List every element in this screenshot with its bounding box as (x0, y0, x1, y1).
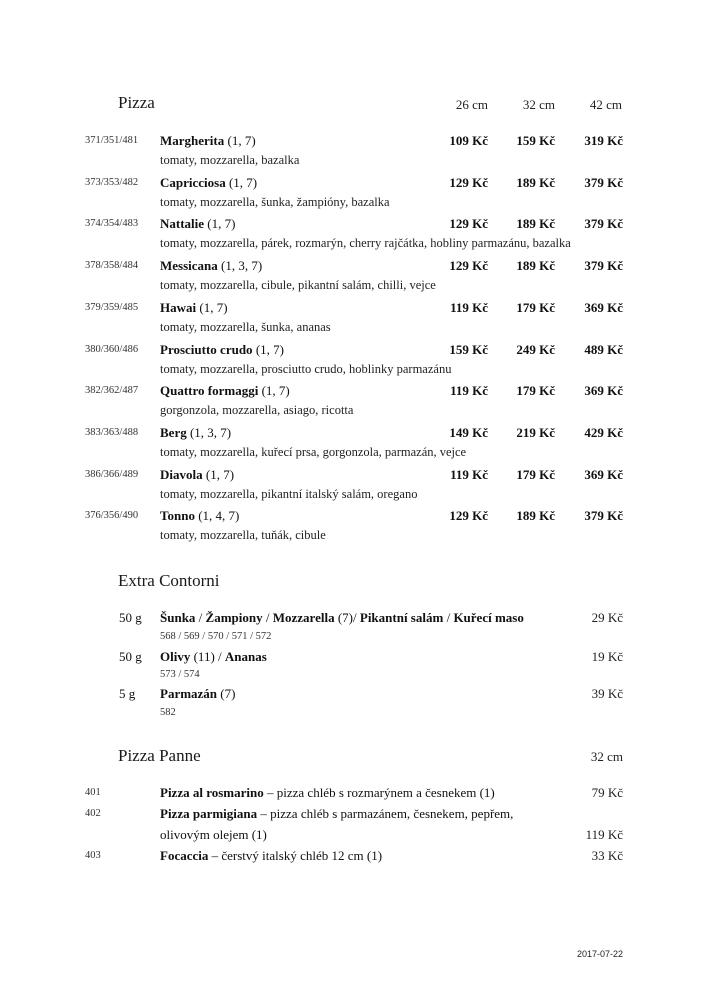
extra-price: 19 Kč (591, 649, 623, 664)
extra-weight: 50 g (119, 610, 142, 625)
pizza-item-name (160, 258, 262, 274)
extra-price: 39 Kč (591, 686, 623, 701)
pizza-name: Nattalie (160, 216, 205, 231)
pizza-ingredients: tomaty, mozzarella, pikantní italský salám, oregano (160, 487, 418, 501)
item-code: 383/363/488 (85, 427, 139, 438)
allergens: (1, 7) (207, 216, 236, 231)
pizza-item-name (160, 508, 239, 524)
pizza-ingredients: tomaty, mozzarella, šunka, ananas (160, 320, 331, 334)
pizza-item-name (160, 175, 257, 191)
pizza-item-name (160, 342, 284, 358)
price-42: 379 Kč (584, 508, 623, 523)
size-header-42: 42 cm (589, 97, 622, 112)
pizza-ingredients: tomaty, mozzarella, bazalka (160, 153, 300, 167)
price-32: 179 Kč (516, 383, 555, 398)
item-code: 402 (85, 808, 101, 819)
price-26: 129 Kč (449, 175, 488, 190)
pizza-ingredients: gorgonzola, mozzarella, asiago, ricotta (160, 403, 354, 417)
allergens: (1, 7) (227, 133, 256, 148)
price-32: 189 Kč (516, 216, 555, 231)
allergens: (1, 7) (261, 383, 290, 398)
extra-weight: 5 g (119, 686, 136, 701)
price-26: 159 Kč (449, 342, 488, 357)
price-26: 129 Kč (449, 508, 488, 523)
allergens: (1, 3, 7) (221, 258, 263, 273)
extra-price: 29 Kč (591, 610, 623, 625)
price-32: 159 Kč (516, 133, 555, 148)
price-42: 319 Kč (584, 133, 623, 148)
pizza-ingredients: tomaty, mozzarella, tuňák, cibule (160, 528, 326, 542)
allergens: (1, 4, 7) (198, 508, 240, 523)
pizza-name: Hawai (160, 300, 197, 315)
pizza-item-name (160, 216, 235, 232)
price-32: 179 Kč (516, 467, 555, 482)
section-title-extra: Extra Contorni (118, 571, 220, 590)
price-42: 369 Kč (584, 383, 623, 398)
pizza-ingredients: tomaty, mozzarella, kuřecí prsa, gorgonzola, parmazán, vejce (160, 445, 467, 459)
pizza-ingredients: tomaty, mozzarella, párek, rozmarýn, cherry rajčátka, hobliny parmazánu, bazalka (160, 236, 571, 250)
pizza-item-name (160, 133, 256, 149)
price-32: 189 Kč (516, 175, 555, 190)
pizza-name: Quattro formaggi (160, 383, 259, 398)
item-code: 382/362/487 (85, 385, 139, 396)
price-26: 129 Kč (449, 258, 488, 273)
pizza-name: Capricciosa (160, 175, 226, 190)
extra-codes: 573 / 574 (160, 669, 200, 680)
pizza-name: Berg (160, 425, 187, 440)
price-26: 119 Kč (450, 300, 488, 315)
item-code: 376/356/490 (85, 510, 139, 521)
pizza-ingredients: tomaty, mozzarella, cibule, pikantní salám, chilli, vejce (160, 278, 436, 292)
item-code: 401 (85, 787, 101, 798)
price-26: 129 Kč (449, 216, 488, 231)
pizza-item-name (160, 467, 234, 483)
price-42: 369 Kč (584, 300, 623, 315)
allergens: (1, 7) (255, 342, 284, 357)
price-26: 109 Kč (449, 133, 488, 148)
item-code: 374/354/483 (85, 218, 139, 229)
price-32: 189 Kč (516, 258, 555, 273)
section-title-panne: Pizza Panne (118, 746, 201, 765)
extra-codes: 568 / 569 / 570 / 571 / 572 (160, 631, 272, 642)
price-26: 119 Kč (450, 383, 488, 398)
extra-item-name: Parmazán (7) (160, 686, 236, 701)
item-code: 379/359/485 (85, 302, 139, 313)
allergens: (1, 7) (205, 467, 235, 482)
allergens: (1, 3, 7) (189, 425, 232, 440)
size-header-panne: 32 cm (590, 749, 623, 764)
price-42: 429 Kč (584, 425, 623, 440)
item-code: 380/360/486 (85, 344, 139, 355)
print-date: 2017-07-22 (576, 949, 623, 959)
pizza-item-name (160, 300, 228, 316)
item-code: 403 (85, 850, 101, 861)
price-42: 379 Kč (584, 216, 623, 231)
size-header-32: 32 cm (522, 97, 555, 112)
price-32: 189 Kč (516, 508, 555, 523)
pizza-name: Tonno (160, 508, 195, 523)
size-header-26: 26 cm (455, 97, 488, 112)
pizza-name: Margherita (160, 133, 225, 148)
panne-item-desc-cont: olivovým olejem (1) (160, 827, 267, 842)
item-code: 386/366/489 (85, 469, 139, 480)
extra-codes: 582 (160, 707, 176, 718)
price-42: 489 Kč (584, 342, 623, 357)
pizza-ingredients: tomaty, mozzarella, prosciutto crudo, hoblinky parmazánu (160, 362, 452, 376)
panne-price: 79 Kč (591, 785, 623, 800)
pizza-item-name (160, 425, 231, 441)
pizza-ingredients: tomaty, mozzarella, šunka, žampióny, bazalka (160, 195, 390, 209)
price-26: 119 Kč (450, 467, 488, 482)
pizza-name: Prosciutto crudo (160, 342, 253, 357)
pizza-item-name (160, 383, 290, 399)
price-42: 379 Kč (584, 258, 623, 273)
price-32: 249 Kč (516, 342, 555, 357)
extra-item-name: Olivy (11) / Ananas (160, 649, 267, 664)
price-42: 369 Kč (584, 467, 623, 482)
allergens: (1, 7) (228, 175, 258, 190)
section-title-pizza: Pizza (118, 93, 155, 112)
item-code: 371/351/481 (85, 135, 139, 146)
extra-weight: 50 g (119, 649, 142, 664)
panne-item: Pizza al rosmarino – pizza chléb s rozmarýnem a česnekem (1) (160, 785, 495, 800)
panne-item: Pizza parmigiana – pizza chléb s parmazánem, česnekem, pepřem, (160, 806, 514, 821)
item-code: 378/358/484 (85, 260, 139, 271)
price-42: 379 Kč (584, 175, 623, 190)
price-32: 219 Kč (516, 425, 555, 440)
extra-item-name: Šunka / Žampiony / Mozzarella (7)/ Pikantní salám / Kuřecí maso (160, 610, 524, 625)
pizza-name: Diavola (160, 467, 203, 482)
price-26: 149 Kč (449, 425, 488, 440)
price-32: 179 Kč (516, 300, 555, 315)
pizza-name: Messicana (160, 258, 218, 273)
item-code: 373/353/482 (85, 177, 139, 188)
allergens: (1, 7) (199, 300, 228, 315)
panne-price: 119 Kč (585, 827, 623, 842)
panne-price: 33 Kč (591, 848, 623, 863)
panne-item: Focaccia – čerstvý italský chléb 12 cm (1) (160, 848, 383, 863)
